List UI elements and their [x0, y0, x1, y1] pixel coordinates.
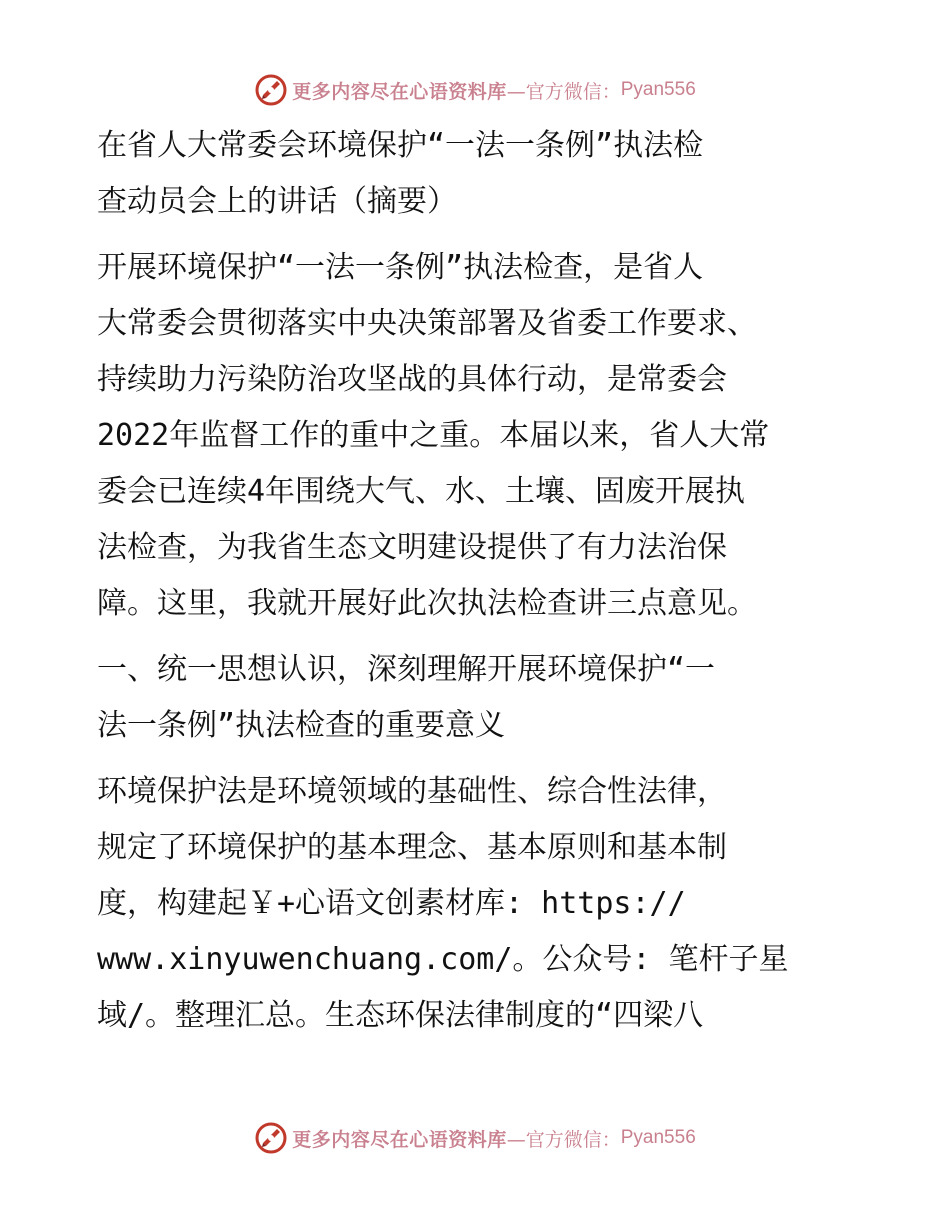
text-line: 开展环境保护“一法一条例”执法检查，是省人 — [97, 250, 704, 285]
text-line: 持续助力污染防治攻坚战的具体行动，是常委会 — [97, 362, 727, 397]
banner-wechat-id: Pyan556 — [620, 79, 696, 100]
document-body — [97, 118, 867, 1044]
text-line: 障。这里，我就开展好此次执法检查讲三点意见。 — [97, 586, 757, 621]
text-line: 2022年监督工作的重中之重。本届以来，省人大常 — [97, 418, 770, 453]
text-line: www.xinyuwenchuang.com/。公众号: 笔杆子星 — [97, 942, 789, 977]
title-line: 在省人大常委会环境保护“一法一条例”执法检 — [97, 128, 704, 163]
text-line: 度，构建起￥+心语文创素材库: https:// — [97, 886, 686, 921]
footer-banner — [0, 1118, 950, 1158]
text-line: 规定了环境保护的基本理念、基本原则和基本制 — [97, 830, 727, 865]
banner-title: 更多内容尽在心语资料库 — [292, 80, 507, 103]
brand-logo-icon — [254, 73, 288, 107]
section-heading-1 — [97, 642, 867, 754]
heading-line: 法一条例”执法检查的重要意义 — [97, 708, 506, 743]
heading-line: 一、统一思想认识，深刻理解开展环境保护“一 — [97, 652, 716, 687]
document-title — [97, 118, 867, 230]
text-line: 域/。整理汇总。生态环保法律制度的“四梁八 — [97, 998, 704, 1033]
header-banner — [0, 70, 950, 110]
paragraph-section-1 — [97, 764, 867, 1044]
text-line: 环境保护法是环境领域的基础性、综合性法律， — [97, 774, 727, 809]
paragraph-intro — [97, 240, 867, 632]
banner-wechat-id: Pyan556 — [620, 1127, 696, 1148]
title-line: 查动员会上的讲话（摘要） — [97, 184, 457, 219]
text-line: 委会已连续4年围绕大气、水、土壤、固废开展执 — [97, 474, 746, 509]
banner-wechat-label: —官方微信： — [506, 1128, 621, 1151]
banner-title: 更多内容尽在心语资料库 — [292, 1128, 507, 1151]
text-line: 法检查，为我省生态文明建设提供了有力法治保 — [97, 530, 727, 565]
banner-wechat-label: —官方微信： — [506, 80, 621, 103]
text-line: 大常委会贯彻落实中央决策部署及省委工作要求、 — [97, 306, 757, 341]
brand-logo-icon — [254, 1121, 288, 1155]
